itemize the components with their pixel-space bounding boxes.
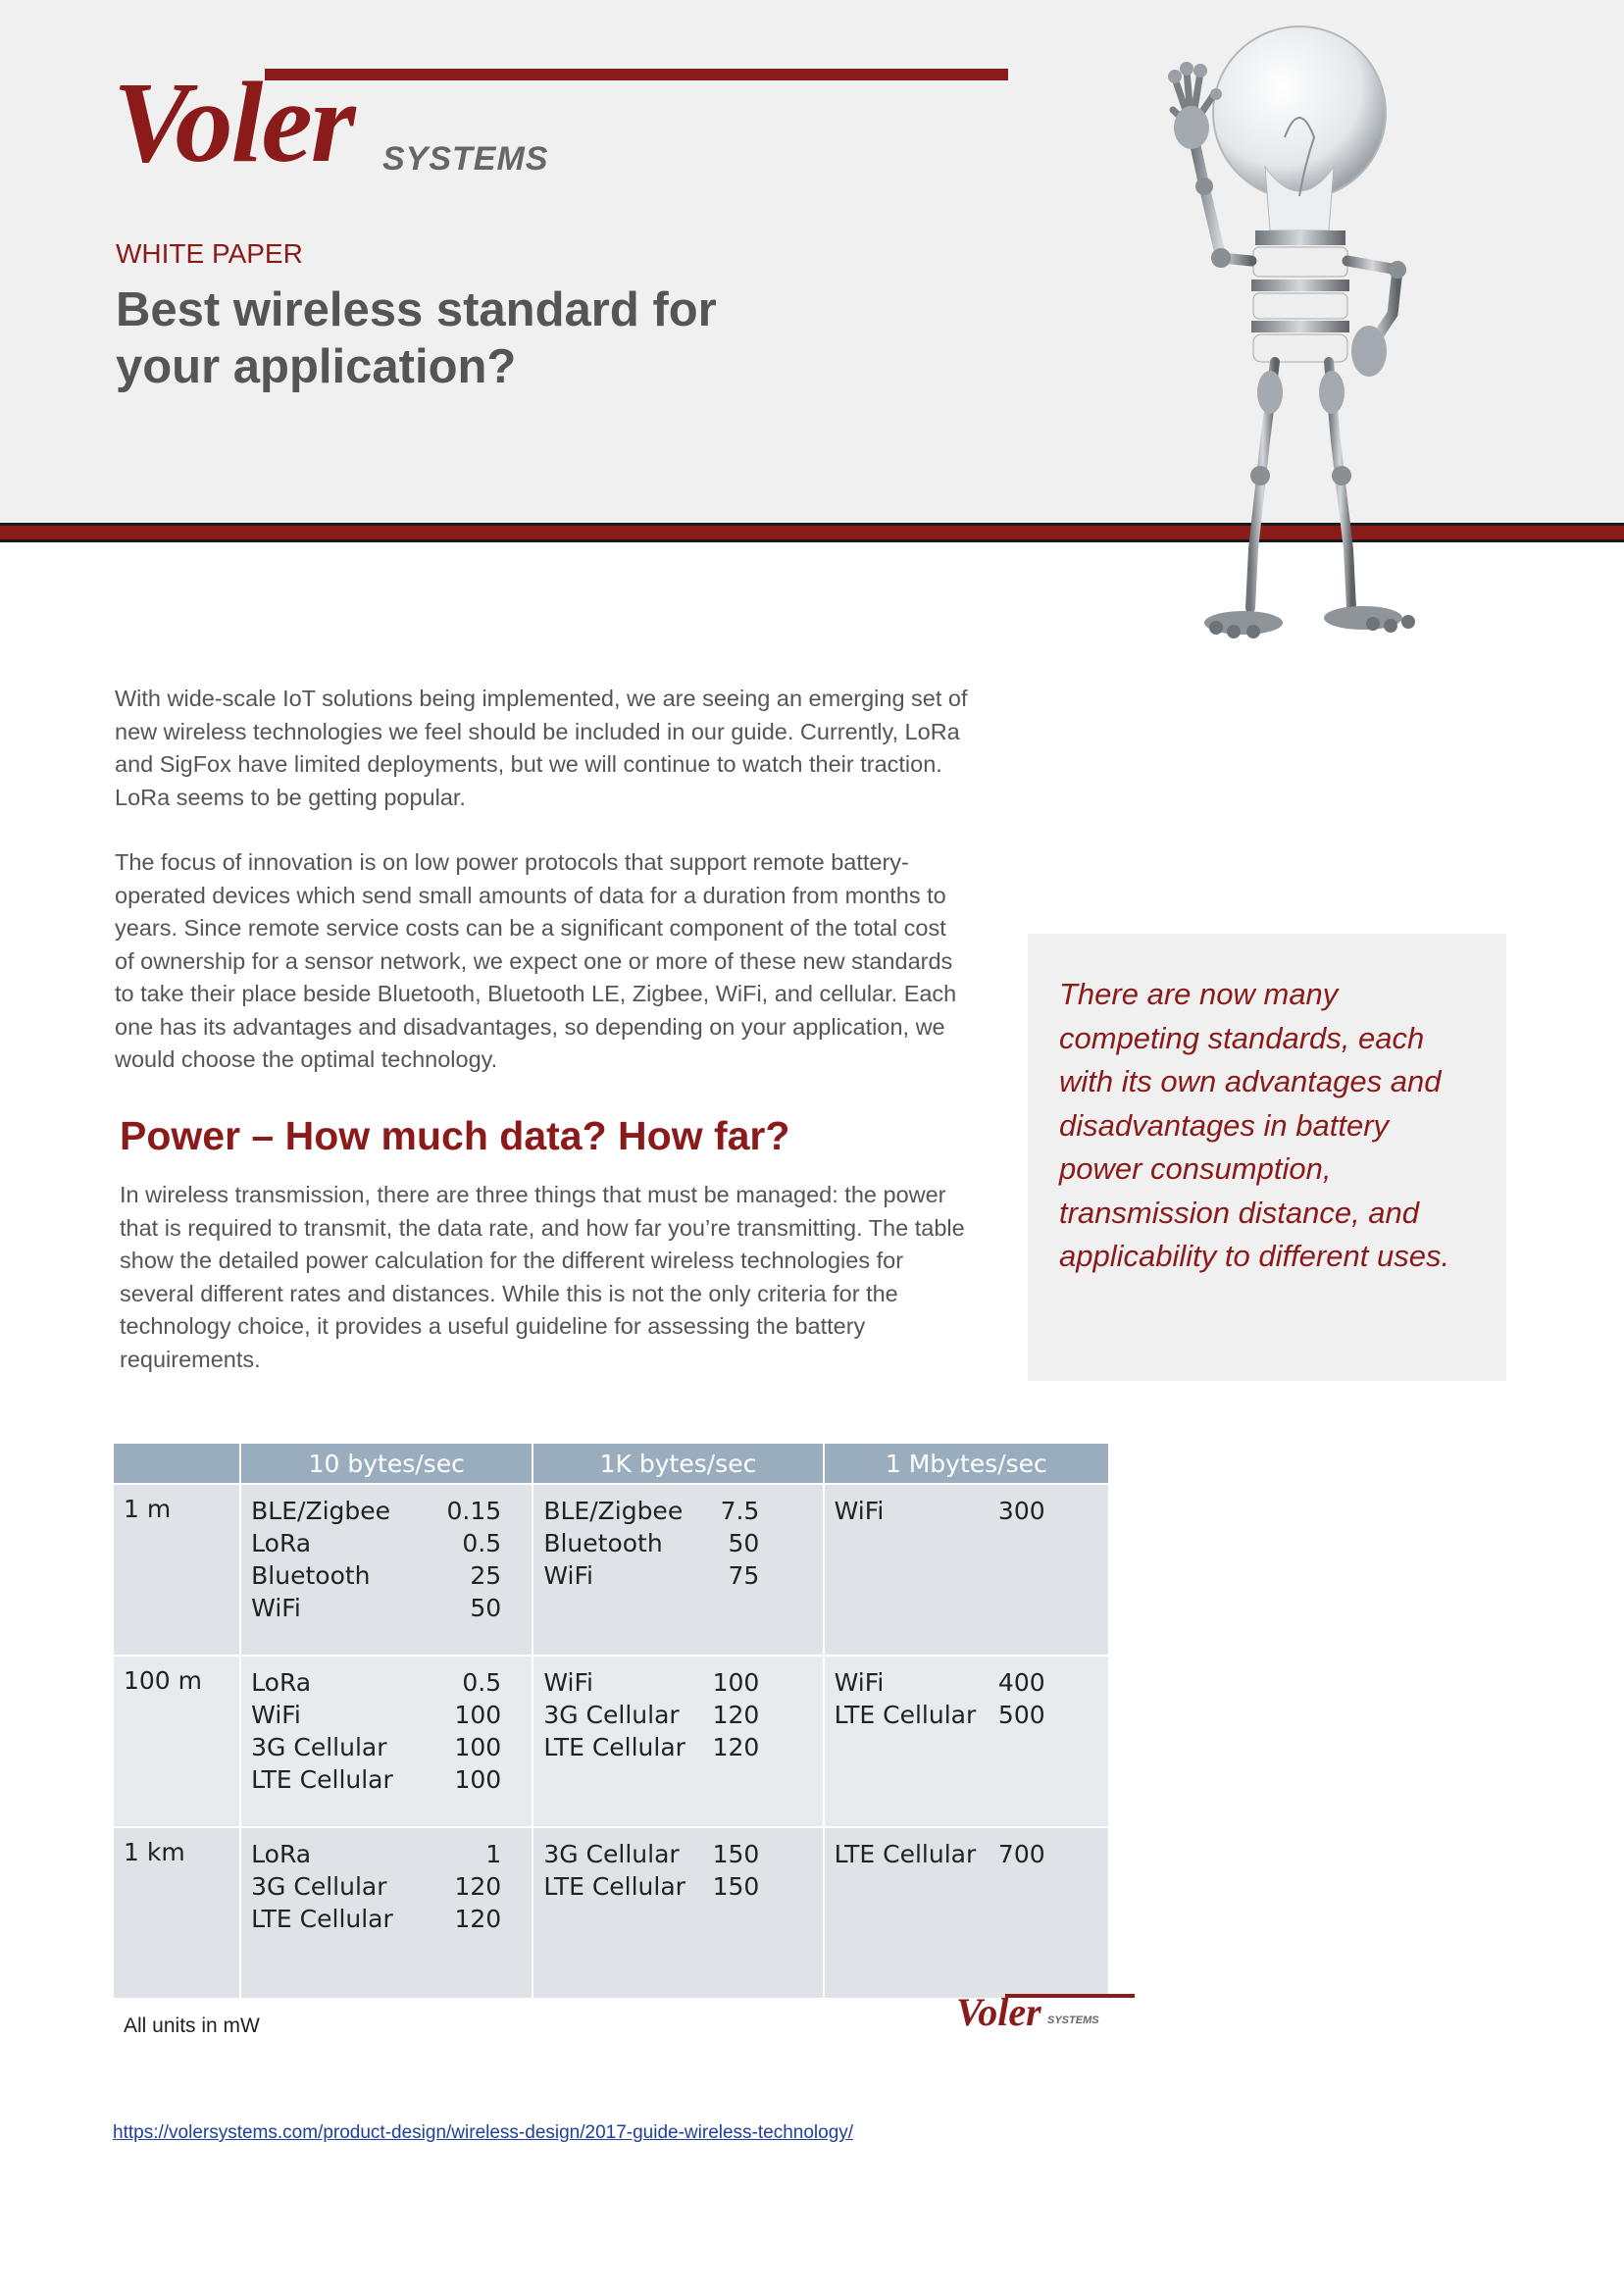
power-value: 0.5: [462, 1668, 502, 1697]
technology-name: LTE Cellular: [543, 1733, 685, 1761]
power-value: 7.5: [720, 1497, 760, 1525]
technology-entry: [533, 1870, 822, 1903]
table-row: [114, 1484, 1109, 1656]
technology-entry: [241, 1527, 532, 1559]
distance-cell: 1 m: [114, 1484, 240, 1656]
innovation-paragraph: The focus of innovation is on low power protocols that support remote battery-operated devices which send small amounts of data for a duration from months to years. Since remote service costs can be a significant component of the total cost of ownership for a sensor network, we expect one or more of these new standards to take their place beside Bluetooth, Bluetooth LE, Zigbee, WiFi, and cellular. Each one has its advantages and disadvantages, so depending on your application, we would choose the optimal technology.: [115, 849, 957, 1072]
distance-cell: 100 m: [114, 1656, 240, 1827]
source-link[interactable]: https://volersystems.com/product-design/wireless-design/2017-guide-wireless-technology/: [113, 2122, 854, 2143]
units-note: All units in mW: [124, 2014, 260, 2037]
footer-logo-wordmark: Voler: [956, 1990, 1041, 2034]
power-value: 150: [712, 1840, 760, 1868]
table-header-corner: [114, 1444, 240, 1484]
pull-quote-box: [1028, 934, 1506, 1381]
power-value: 0.5: [462, 1529, 502, 1557]
power-value: 50: [728, 1529, 760, 1557]
power-value: 25: [470, 1561, 502, 1590]
technology-name: LoRa: [251, 1840, 312, 1868]
technology-name: LTE Cellular: [834, 1701, 977, 1729]
power-value: 700: [997, 1840, 1045, 1868]
technology-name: BLE/Zigbee: [543, 1497, 684, 1525]
technology-entry: [825, 1666, 1108, 1699]
technology-entry: [533, 1699, 822, 1731]
technology-entry: [533, 1495, 822, 1527]
power-cell: [533, 1827, 823, 1998]
table-header-row: [114, 1444, 1109, 1484]
power-value: 100: [454, 1701, 502, 1729]
power-cell: [240, 1827, 533, 1998]
power-value: 120: [712, 1733, 760, 1761]
voler-systems-logo: [113, 58, 907, 191]
technology-entry: [533, 1666, 822, 1699]
power-value: 500: [997, 1701, 1045, 1729]
technology-entry: [241, 1903, 532, 1935]
technology-name: WiFi: [251, 1594, 301, 1622]
power-cell: [240, 1656, 533, 1827]
technology-entry: [825, 1838, 1108, 1870]
power-cell: [824, 1827, 1109, 1998]
technology-name: LTE Cellular: [543, 1872, 685, 1901]
technology-entry: [825, 1699, 1108, 1731]
table-header-10bps: 10 bytes/sec: [240, 1444, 533, 1484]
technology-entry: [241, 1870, 532, 1903]
power-value: 100: [454, 1765, 502, 1794]
footer-logo: [956, 1991, 1135, 2035]
technology-name: LTE Cellular: [834, 1840, 977, 1868]
section-heading: Power – How much data? How far?: [120, 1113, 790, 1158]
technology-name: WiFi: [834, 1497, 885, 1525]
power-value: 0.15: [446, 1497, 502, 1525]
technology-entry: [241, 1559, 532, 1592]
technology-name: 3G Cellular: [543, 1701, 680, 1729]
technology-entry: [533, 1838, 822, 1870]
power-paragraph: In wireless transmission, there are three things that must be managed: the power that is required to transmit, the data rate, and how far you’re transmitting. The table show the detailed power calculation for the different wireless technologies for several different rates and distances. While this is not the only criteria for the technology choice, it provides a useful guideline for assessing the battery requirements.: [120, 1182, 965, 1372]
document-type-label: WHITE PAPER: [116, 238, 303, 269]
technology-entry: [533, 1559, 822, 1592]
technology-entry: [241, 1838, 532, 1870]
logo-wordmark: Voler: [113, 58, 354, 186]
table-row: [114, 1656, 1109, 1827]
technology-name: 3G Cellular: [543, 1840, 680, 1868]
power-value: 120: [712, 1701, 760, 1729]
technology-name: LoRa: [251, 1529, 312, 1557]
technology-name: LTE Cellular: [251, 1765, 393, 1794]
power-value: 50: [470, 1594, 502, 1622]
power-value: 300: [997, 1497, 1045, 1525]
technology-name: WiFi: [543, 1668, 593, 1697]
distance-cell: 1 km: [114, 1827, 240, 1998]
power-consumption-table: [114, 1444, 1110, 1998]
table-row: [114, 1827, 1109, 1998]
power-value: 100: [712, 1668, 760, 1697]
technology-name: 3G Cellular: [251, 1733, 387, 1761]
technology-name: BLE/Zigbee: [251, 1497, 391, 1525]
pull-quote-text: There are now many competing standards, each with its own advantages and disadvantages in battery power consumption, transmission distance, and applicability to different uses.: [1059, 977, 1450, 1273]
technology-entry: [825, 1495, 1108, 1527]
technology-entry: [241, 1699, 532, 1731]
technology-entry: [241, 1731, 532, 1763]
technology-name: WiFi: [543, 1561, 593, 1590]
power-value: 75: [728, 1561, 760, 1590]
footer-logo-subtitle: SYSTEMS: [1047, 2014, 1099, 2026]
technology-entry: [241, 1495, 532, 1527]
power-value: 1: [485, 1840, 502, 1868]
power-cell: [824, 1656, 1109, 1827]
technology-name: Bluetooth: [543, 1529, 663, 1557]
power-cell: [824, 1484, 1109, 1656]
table-header-1mbps: 1 Mbytes/sec: [824, 1444, 1109, 1484]
power-value: 120: [454, 1905, 502, 1933]
power-value: 100: [454, 1733, 502, 1761]
technology-entry: [533, 1731, 822, 1763]
power-cell: [240, 1484, 533, 1656]
power-value: 400: [997, 1668, 1045, 1697]
technology-name: WiFi: [251, 1701, 301, 1729]
lightbulb-robot-illustration: [1079, 20, 1432, 657]
power-value: 120: [454, 1872, 502, 1901]
intro-paragraph: With wide-scale IoT solutions being implemented, we are seeing an emerging set of new wireless technologies we feel should be included in our guide. Currently, LoRa and SigFox have limited deployments, but we will continue to watch their traction. LoRa seems to be getting popular.: [115, 686, 968, 810]
technology-entry: [241, 1666, 532, 1699]
logo-bar: [265, 69, 1008, 80]
logo-subtitle: SYSTEMS: [382, 140, 549, 178]
power-value: 150: [712, 1872, 760, 1901]
technology-entry: [241, 1763, 532, 1796]
technology-name: 3G Cellular: [251, 1872, 387, 1901]
technology-entry: [241, 1592, 532, 1624]
power-cell: [533, 1484, 823, 1656]
technology-entry: [533, 1527, 822, 1559]
page-title: Best wireless standard for your application?: [116, 283, 717, 393]
technology-name: LTE Cellular: [251, 1905, 393, 1933]
table-header-1kbps: 1K bytes/sec: [533, 1444, 823, 1484]
technology-name: WiFi: [834, 1668, 885, 1697]
technology-name: LoRa: [251, 1668, 312, 1697]
technology-name: Bluetooth: [251, 1561, 371, 1590]
power-cell: [533, 1656, 823, 1827]
